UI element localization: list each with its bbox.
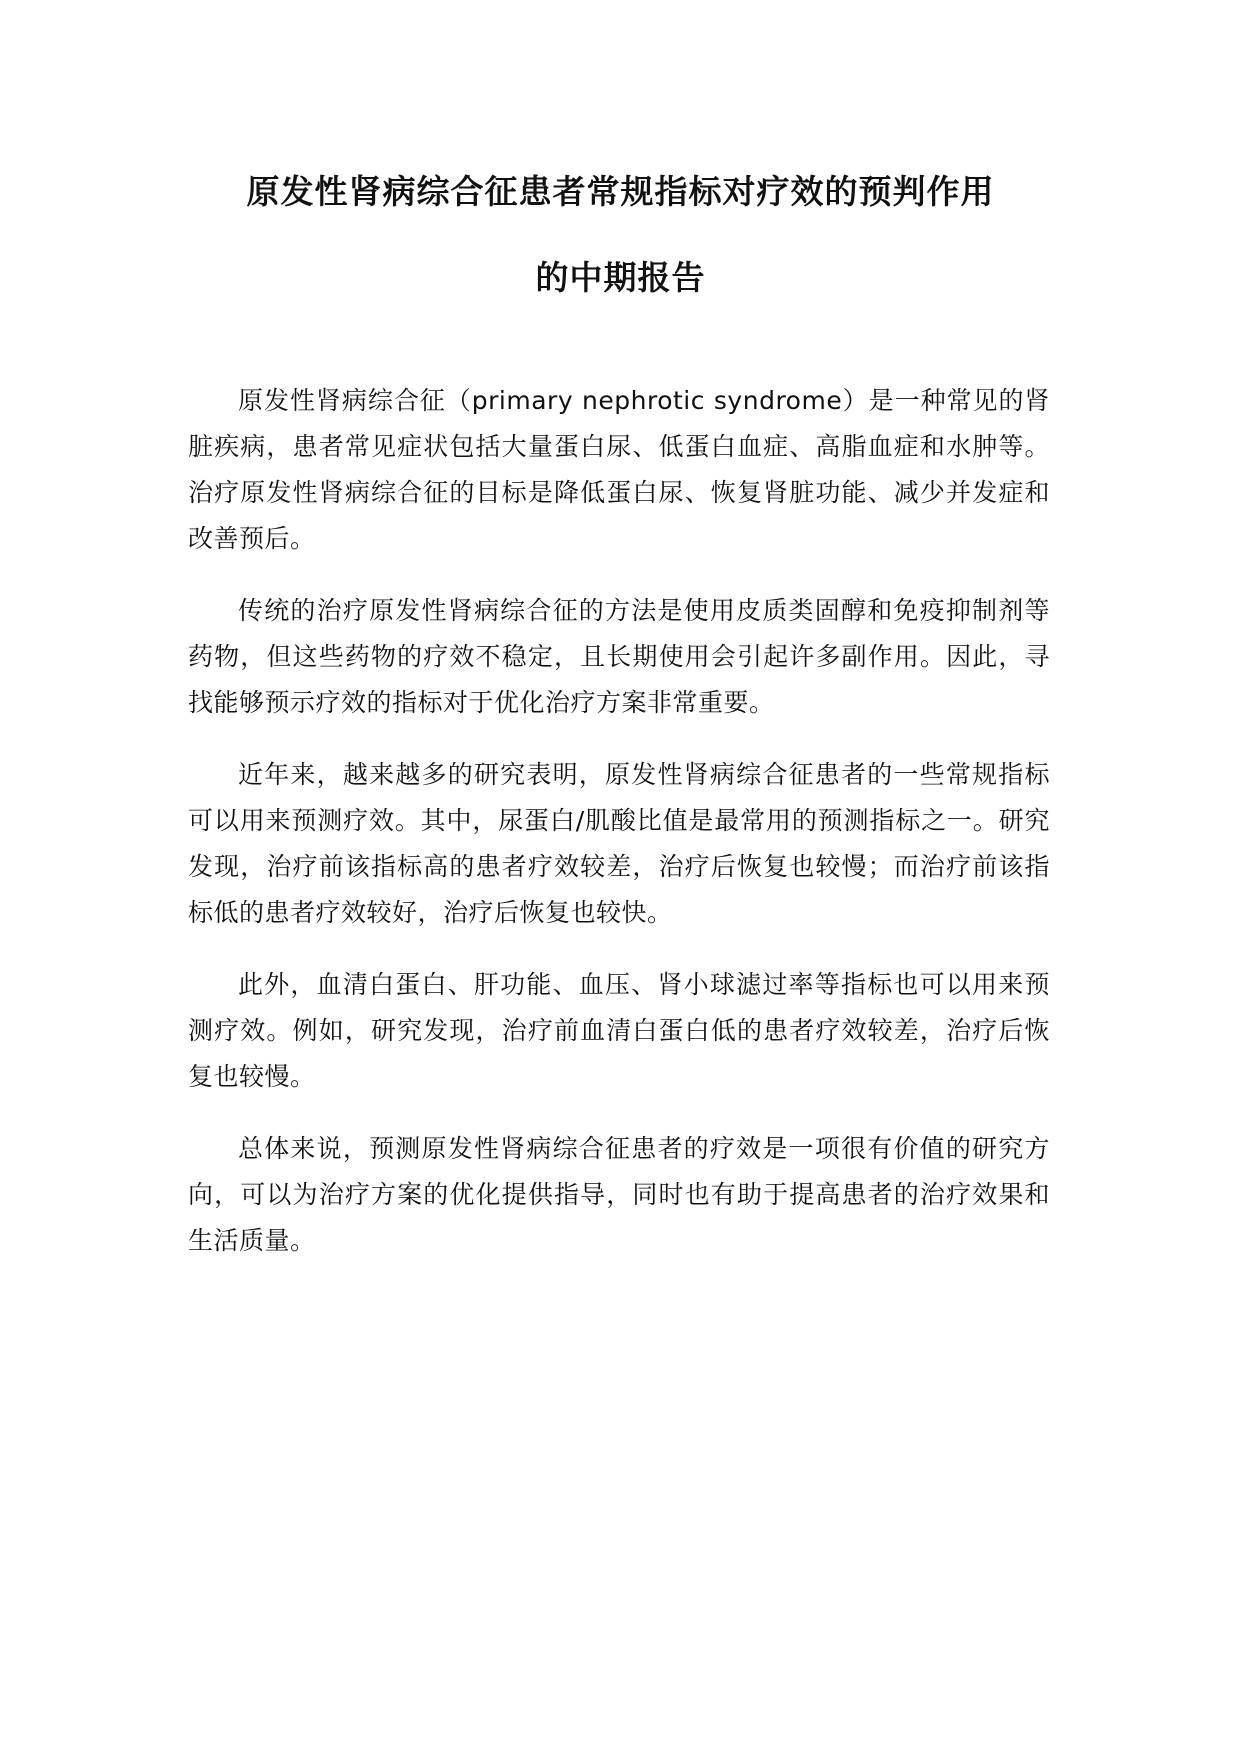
document-title — [180, 172, 1061, 298]
paragraph-1: 原发性肾病综合征（primary nephrotic syndrome）是一种常见的肾脏疾病，患者常见症状包括大量蛋白尿、低蛋白血症、高脂血症和水肿等。治疗原发性肾病综合征的目标是降低蛋白尿、恢复肾脏功能、减少并发症和改善预后。 — [188, 386, 1050, 553]
title-line-1: 原发性肾病综合征患者常规指标对疗效的预判作用 — [246, 172, 995, 211]
paragraph-4: 此外，血清白蛋白、肝功能、血压、肾小球滤过率等指标也可以用来预测疗效。例如，研究发现，治疗前血清白蛋白低的患者疗效较差，治疗后恢复也较慢。 — [188, 970, 1050, 1091]
paragraph-3: 近年来，越来越多的研究表明，原发性肾病综合征患者的一些常规指标可以用来预测疗效。其中，尿蛋白/肌酸比值是最常用的预测指标之一。研究发现，治疗前该指标高的患者疗效较差，治疗后恢复也较慢；而治疗前该指标低的患者疗效较好，治疗后恢复也较快。 — [188, 760, 1050, 927]
paragraph-2: 传统的治疗原发性肾病综合征的方法是使用皮质类固醇和免疫抑制剂等药物，但这些药物的疗效不稳定，且长期使用会引起许多副作用。因此，寻找能够预示疗效的指标对于优化治疗方案非常重要。 — [188, 596, 1050, 717]
title-line-2: 的中期报告 — [535, 258, 706, 297]
document-body — [188, 378, 1050, 1290]
paragraph-5: 总体来说，预测原发性肾病综合征患者的疗效是一项很有价值的研究方向，可以为治疗方案的优化提供指导，同时也有助于提高患者的治疗效果和生活质量。 — [188, 1134, 1050, 1255]
